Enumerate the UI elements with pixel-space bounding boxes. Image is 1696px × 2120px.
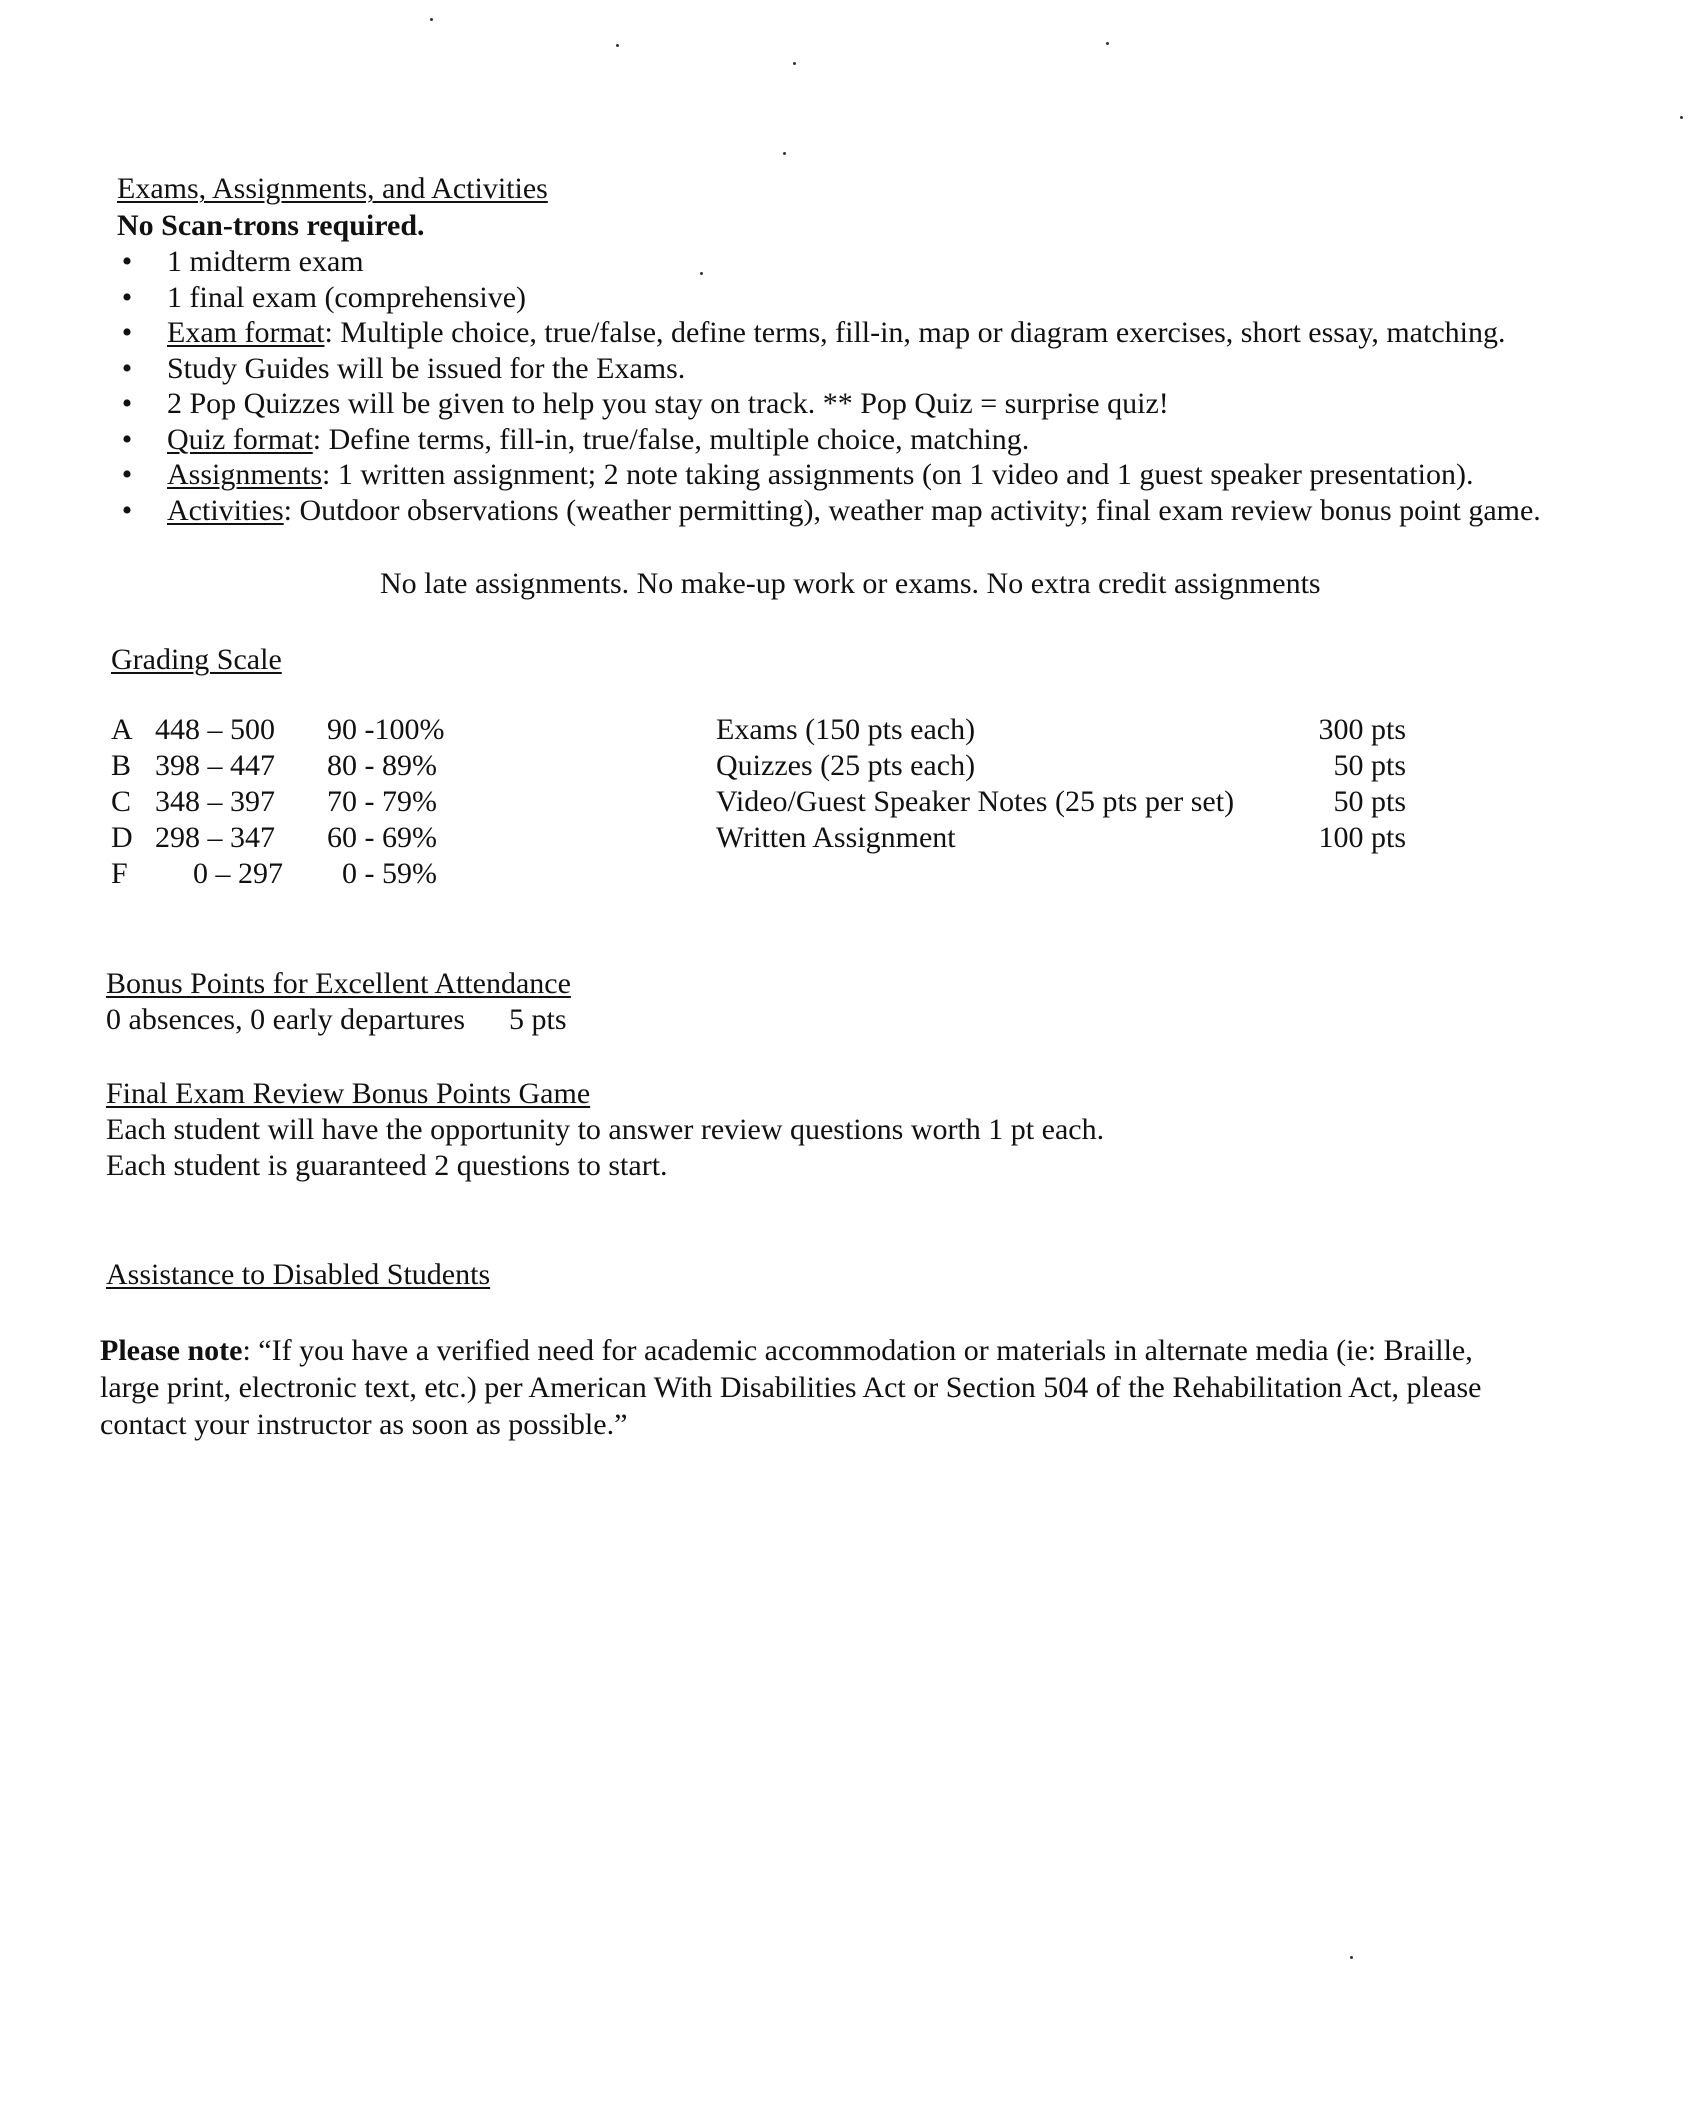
bullet-label: Quiz format — [167, 422, 313, 456]
grade-range: 348 – 397 — [155, 785, 275, 818]
list-item — [117, 422, 1597, 458]
bullet-icon: • — [121, 316, 133, 349]
review-game-line: Each student is guaranteed 2 questions to start. — [106, 1149, 668, 1182]
list-item — [117, 457, 1597, 493]
table-row — [716, 748, 1406, 784]
review-game-section — [106, 1076, 1104, 1184]
points-item: Exams (150 pts each) — [716, 713, 976, 746]
scan-speck — [1106, 42, 1109, 45]
bullet-text: : Multiple choice, true/false, define terms, fill-in, map or diagram exercises, short essay, matching. — [324, 316, 1506, 349]
points-breakdown-table — [716, 712, 1406, 856]
bullet-text: 1 midterm exam — [167, 245, 364, 278]
points-value: 50 pts — [1333, 749, 1406, 782]
exams-bullet-list — [117, 244, 1597, 528]
grade-letter: B — [111, 749, 132, 782]
grading-scale-table — [111, 712, 467, 892]
points-value: 50 pts — [1333, 785, 1406, 818]
points-item: Video/Guest Speaker Notes (25 pts per set) — [716, 785, 1235, 818]
grade-percent: 70 - 79% — [327, 785, 437, 818]
attendance-bonus-section — [106, 966, 571, 1038]
review-game-line: Each student will have the opportunity to answer review questions worth 1 pt each. — [106, 1113, 1105, 1146]
grade-letter: C — [111, 785, 132, 818]
disability-assistance-section — [106, 1257, 490, 1293]
points-value: 300 pts — [1318, 713, 1406, 746]
note-line — [100, 1332, 1600, 1369]
scan-speck — [1680, 116, 1683, 119]
late-work-policy: No late assignments. No make-up work or exams. No extra credit assignments — [380, 567, 1321, 600]
attendance-bonus-row — [106, 1002, 571, 1038]
scan-speck — [783, 152, 786, 155]
points-item: Written Assignment — [716, 821, 956, 854]
bullet-icon: • — [121, 387, 133, 420]
disability-assistance-title: Assistance to Disabled Students — [106, 1258, 491, 1291]
grade-letter: D — [111, 821, 133, 854]
table-row — [111, 712, 467, 748]
bullet-icon: • — [121, 280, 133, 314]
attendance-bonus-condition: 0 absences, 0 early departures — [106, 1003, 466, 1036]
attendance-bonus-points: 5 pts — [509, 1003, 567, 1036]
bullet-text: : Outdoor observations (weather permitting), weather map activity; final exam review bonus point game. — [283, 493, 1541, 527]
points-item: Quizzes (25 pts each) — [716, 749, 976, 782]
exams-section-subtitle: No Scan-trons required. — [117, 209, 425, 242]
grade-range: 0 – 297 — [193, 857, 283, 890]
grade-range: 298 – 347 — [155, 821, 275, 854]
bullet-label: Activities — [167, 493, 284, 527]
table-row — [716, 712, 1406, 748]
exams-section-title: Exams, Assignments, and Activities — [117, 172, 548, 205]
list-item — [117, 493, 1597, 529]
table-row — [111, 748, 467, 784]
bullet-icon: • — [121, 422, 133, 456]
scan-speck — [616, 44, 619, 47]
grading-scale-title: Grading Scale — [111, 643, 282, 676]
review-game-title: Final Exam Review Bonus Points Game — [106, 1077, 591, 1110]
scan-speck — [793, 62, 796, 65]
note-label: Please note — [100, 1334, 243, 1367]
table-row — [716, 784, 1406, 820]
bullet-text: : 1 written assignment; 2 note taking assignments (on 1 video and 1 guest speaker presentation). — [322, 458, 1474, 491]
bullet-label: Assignments — [167, 458, 323, 491]
grade-range: 448 – 500 — [155, 713, 275, 746]
grade-letter: F — [111, 857, 128, 890]
bullet-icon: • — [121, 351, 133, 385]
bullet-icon: • — [121, 458, 133, 491]
list-item — [117, 280, 1597, 316]
bullet-text: Study Guides will be issued for the Exams. — [167, 351, 686, 385]
grade-percent: 0 - 59% — [342, 857, 437, 890]
table-row — [111, 856, 467, 892]
list-item — [117, 386, 1597, 422]
bullet-text: 1 final exam (comprehensive) — [167, 280, 527, 314]
bullet-icon: • — [121, 245, 133, 278]
list-item — [117, 351, 1597, 387]
grade-percent: 80 - 89% — [327, 749, 437, 782]
grade-letter: A — [111, 713, 133, 746]
points-value: 100 pts — [1318, 821, 1406, 854]
note-line: large print, electronic text, etc.) per American With Disabilities Act or Section 504 of the Rehabilitation Act, please — [100, 1371, 1482, 1404]
bullet-text: 2 Pop Quizzes will be given to help you stay on track. ** Pop Quiz = surprise quiz! — [167, 387, 1169, 420]
bullet-text: : Define terms, fill-in, true/false, multiple choice, matching. — [312, 422, 1030, 456]
bullet-icon: • — [121, 493, 133, 527]
scan-speck — [1350, 1956, 1353, 1959]
attendance-bonus-title: Bonus Points for Excellent Attendance — [106, 967, 571, 1000]
list-item — [117, 244, 1597, 280]
bullet-label: Exam format — [167, 316, 325, 349]
list-item — [117, 315, 1597, 351]
disability-note — [100, 1332, 1600, 1443]
grade-percent: 60 - 69% — [327, 821, 437, 854]
note-line: contact your instructor as soon as possible.” — [100, 1408, 628, 1441]
grade-range: 398 – 447 — [155, 749, 275, 782]
table-row — [716, 820, 1406, 856]
scan-speck — [430, 18, 433, 21]
table-row — [111, 784, 467, 820]
grade-percent: 90 -100% — [327, 713, 445, 746]
table-row — [111, 820, 467, 856]
note-text: : “If you have a verified need for academic accommodation or materials in alternate media (ie: Braille, — [242, 1334, 1473, 1367]
exams-section — [117, 170, 1597, 528]
